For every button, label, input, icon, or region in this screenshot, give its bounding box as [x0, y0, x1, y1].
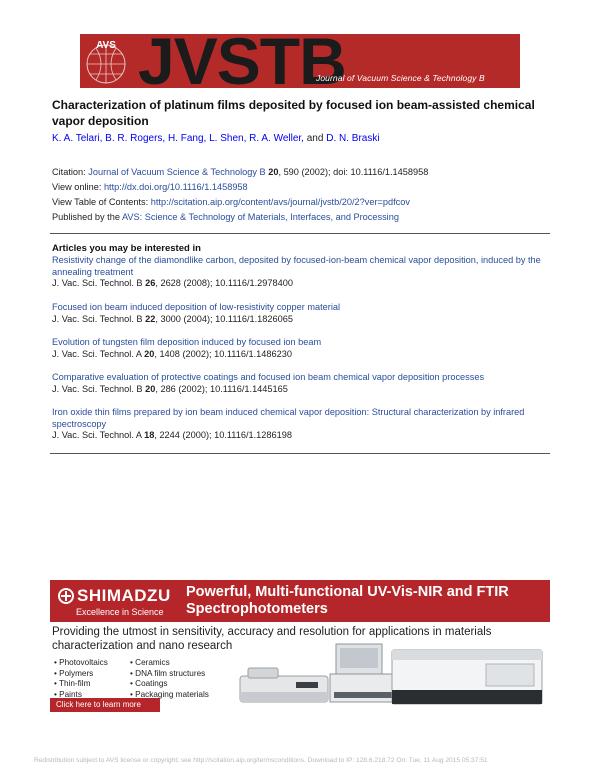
ad-learn-more-button[interactable]: Click here to learn more: [50, 698, 160, 712]
related-journal: J. Vac. Sci. Technol. B: [52, 383, 143, 394]
citation-line: [52, 166, 572, 178]
article-title: Characterization of platinum films deposited by focused ion beam-assisted chemical vapor deposition: [52, 98, 535, 128]
related-title-link[interactable]: Evolution of tungsten film deposition induced by focused ion beam: [52, 337, 322, 347]
citation-volume: 20: [268, 167, 279, 177]
view-online-line: [52, 181, 572, 193]
ad-bullet: • Photovoltaics: [54, 658, 108, 669]
citation-journal-link[interactable]: Journal of Vacuum Science & Technology B: [88, 167, 266, 177]
ad-logo-box: [50, 580, 180, 622]
related-cite-rest: , 1408 (2002); 10.1116/1.1486230: [154, 348, 292, 359]
ad-bullet: • Coatings: [130, 679, 209, 690]
ad-bullets-left: [54, 658, 108, 700]
ad-bullets-right: [130, 658, 209, 700]
related-volume: 22: [145, 313, 156, 324]
toc-label: View Table of Contents:: [52, 197, 149, 207]
related-item: [52, 255, 552, 290]
ad-bullet: • Polymers: [54, 669, 108, 680]
related-title-link[interactable]: Iron oxide thin films prepared by ion beam induced chemical vapor deposition: Structural characterization by infrared spectroscopy: [52, 407, 525, 429]
avs-logo: [84, 36, 128, 86]
authors-and: and: [306, 133, 324, 144]
related-cite-rest: , 2628 (2008); 10.1116/1.2978400: [155, 278, 293, 288]
divider-top: [50, 233, 550, 234]
ftir-instrument-image: [238, 662, 332, 706]
spectrophotometer-image: [390, 642, 544, 706]
ad-bullet: • DNA film structures: [130, 669, 209, 680]
related-volume: 18: [144, 430, 155, 440]
ad-headline: Powerful, Multi-functional UV-Vis-NIR and FTIR Spectrophotometers: [186, 584, 509, 617]
author-last-link[interactable]: D. N. Braski: [326, 133, 380, 144]
ad-brand: SHIMADZU: [77, 586, 171, 605]
toc-link[interactable]: http://scitation.aip.org/content/avs/journal/jvstb/20/2?ver=pdfcov: [150, 197, 410, 207]
related-item: [52, 302, 552, 325]
shimadzu-cross-icon: [58, 588, 74, 604]
related-item: [52, 337, 552, 360]
related-cite-rest: , 2244 (2000); 10.1116/1.1286198: [154, 430, 292, 440]
related-cite-rest: , 286 (2002); 10.1116/1.1445165: [155, 383, 288, 394]
shimadzu-logo: [58, 586, 171, 606]
citation-label: Citation:: [52, 167, 86, 177]
citation-rest: , 590 (2002); doi: 10.1116/1.1458958: [278, 167, 429, 177]
related-title-link[interactable]: Focused ion beam induced deposition of low-resistivity copper material: [52, 302, 341, 312]
related-item: [52, 372, 552, 395]
ad-bullet: • Packaging materials: [130, 690, 209, 701]
view-online-link[interactable]: http://dx.doi.org/10.1116/1.1458958: [103, 182, 248, 192]
authors-link[interactable]: K. A. Telari, B. R. Rogers, H. Fang, L. Shen, R. A. Weller,: [52, 133, 304, 144]
related-volume: 26: [145, 278, 156, 288]
related-volume: 20: [145, 383, 156, 394]
related-title-link[interactable]: Comparative evaluation of protective coatings and focused ion beam chemical vapor deposition processes: [52, 372, 485, 382]
publisher-link[interactable]: AVS: Science & Technology of Materials, Interfaces, and Processing: [121, 212, 399, 222]
related-journal: J. Vac. Sci. Technol. A: [52, 348, 142, 359]
toc-line: [52, 196, 572, 208]
related-volume: 20: [144, 348, 155, 359]
ad-subheadline: Providing the utmost in sensitivity, accuracy and resolution for applications in materials characterization and nano research: [52, 626, 492, 652]
journal-banner: [80, 34, 520, 88]
related-cite-rest: , 3000 (2004); 10.1116/1.1826065: [155, 313, 293, 324]
author-list: [52, 132, 552, 145]
view-online-label: View online:: [52, 182, 102, 192]
related-heading: Articles you may be interested in: [52, 243, 201, 254]
related-journal: J. Vac. Sci. Technol. B: [52, 313, 143, 324]
ad-bullet: • Paints: [54, 690, 108, 701]
related-journal: J. Vac. Sci. Technol. A: [52, 430, 142, 440]
shimadzu-advertisement[interactable]: [50, 580, 550, 716]
journal-logo-text: JVSTB: [138, 34, 346, 88]
ad-tagline: Excellence in Science: [76, 607, 164, 617]
redistribution-footer: Redistribution subject to AVS license or copyright; see http://scitation.aip.org/termsconditions. Download to IP: 128.6.218.72 On: Tue, 11 Aug 2015 05:37:51: [34, 757, 488, 764]
published-label: Published by the: [52, 212, 120, 222]
ad-bullet: • Ceramics: [130, 658, 209, 669]
published-line: [52, 211, 572, 223]
related-title-link[interactable]: Resistivity change of the diamondlike carbon, deposited by focused-ion-beam chemical vapor deposition, induced by the annealing treatment: [52, 255, 541, 277]
journal-subtitle: Journal of Vacuum Science & Technology B: [316, 73, 485, 83]
related-item: [52, 407, 552, 442]
ad-bullet: • Thin-film: [54, 679, 108, 690]
divider-bottom: [50, 453, 550, 454]
avs-label: AVS: [96, 40, 116, 51]
related-journal: J. Vac. Sci. Technol. B: [52, 278, 143, 288]
